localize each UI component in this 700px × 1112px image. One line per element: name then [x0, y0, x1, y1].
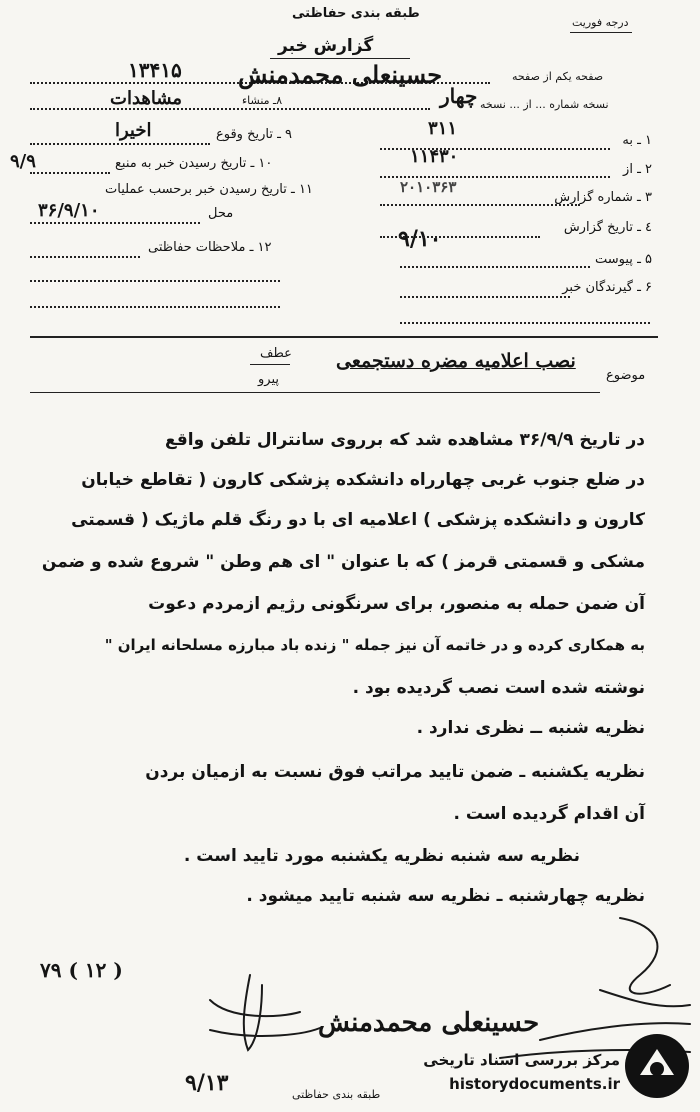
subject-label: موضوع [606, 368, 646, 383]
field-to-value: ۳۱۱ [428, 118, 458, 139]
archive-logo-icon [622, 1031, 692, 1101]
field-security-dots-2 [30, 280, 280, 282]
field-security-notes-label: ۱۲ ـ ملاحظات حفاظتی [148, 240, 272, 255]
field-recipients-label: ۶ ـ گیرندگان خبر [562, 280, 652, 295]
opinion-wednesday: نظریه چهارشنبه ـ نظریه سه شنبه تایید میشود . [246, 886, 645, 906]
hand-report-number: ۱۳۴۱۵ [128, 58, 182, 82]
field-to-label: ۱ ـ به [622, 133, 652, 148]
field-recipients-dots-2 [400, 322, 650, 324]
field-place-value: ۳۶/۹/۱۰ [38, 200, 100, 221]
field-source-date-value: ۹/۹ [10, 151, 36, 172]
body-line: نوشته شده است نصب گردیده بود . [352, 678, 645, 698]
hand-date-left: ۷۹ ( ۱۲ ) [40, 958, 123, 982]
body-line: به همکاری کرده و در خاتمه آن نیز جمله " زنده باد مبارزه مسلحانه ایران " [104, 636, 645, 654]
field-security-dots-3 [30, 306, 280, 308]
field-report-date-value: ۹/۱۰ [398, 226, 442, 252]
field-occurrence-label: ۹ ـ تاریخ وقوع [216, 127, 293, 142]
body-line: در ضلع جنوب غربی چهارراه دانشکده پزشکی کارون ( تقاطع خیابان [81, 470, 645, 490]
atf-divider [250, 364, 290, 365]
field-from-value: ۱۱۴۳۰ [410, 146, 459, 167]
field-occurrence-dots [30, 143, 210, 145]
opinion-sunday-cont: آن اقدام گردیده است . [453, 804, 645, 824]
hand-page: ۹/۱۳ [185, 1070, 229, 1096]
opinion-sunday: نظریه یکشنبه ـ ضمن تایید مراتب فوق نسبت به ازمیان بردن [145, 762, 645, 782]
header-divider [30, 336, 658, 338]
atf-label: عطف [260, 346, 292, 361]
field-source-date-dots [30, 172, 110, 174]
watermark-url: historydocuments.ir [449, 1075, 620, 1093]
item8-value: مشاهدات [110, 88, 183, 109]
field-occurrence-value: اخیرا [115, 120, 152, 141]
field-attachment-label: ۵ ـ پیوست [595, 252, 652, 267]
hand-name: حسینعلی محمدمنش [238, 60, 443, 89]
hand-copy: چهار [440, 84, 478, 108]
page-line: صفحه یکم از صفحه [512, 70, 604, 83]
body-line: آن ضمن حمله به منصور، برای سرنگونی رژیم ازمردم دعوت [148, 594, 645, 614]
field-report-no-value: ۲۰۱۰۳۶۳ [400, 178, 457, 196]
field-report-no-label: ۳ ـ شماره گزارش [554, 190, 652, 205]
opinion-saturday: نظریه شنبه ــ نظری ندارد . [416, 718, 645, 738]
field-security-dots-1 [30, 256, 140, 258]
hand-signature: حسینعلی محمدمنش [318, 1008, 540, 1038]
classification-bottom: طبقه بندی حفاظتی [292, 1088, 381, 1101]
body-line: در تاریخ ۳۶/۹/۹ مشاهده شد که برروی سانترال تلفن واقع [165, 430, 645, 450]
report-title: گزارش خبر [278, 36, 374, 56]
watermark [422, 1011, 692, 1106]
subject-divider [30, 392, 600, 393]
priority-underline [570, 32, 632, 33]
body-line: کارون و دانشکده پزشکی ) اعلامیه ای با دو رنگ قلم ماژیک ( قسمتی [71, 510, 645, 530]
subject-value: نصب اعلامیه مضره دستجمعی [336, 350, 576, 372]
field-attachment-dots [400, 266, 590, 268]
field-ops-date-label: ۱۱ ـ تاریخ رسیدن خبر برحسب عملیات [105, 182, 313, 197]
field-report-date-label: ٤ ـ تاریخ گزارش [563, 220, 652, 235]
body-line: مشکی و قسمتی قرمز ) که با عنوان " ای هم وطن " شروع شده و ضمن [41, 552, 645, 572]
field-report-no-dots [380, 204, 580, 206]
field-place-dots [30, 222, 200, 224]
field-recipients-dots [400, 296, 570, 298]
title-underline [270, 58, 410, 59]
peyro-label: پیرو [258, 372, 279, 387]
field-report-date-dots [380, 236, 540, 238]
field-from-label: ۲ ـ از [623, 162, 652, 177]
copy-line: نسخه شماره ... از ... نسخه [480, 98, 609, 111]
classification-top: طبقه بندی حفاظتی [292, 6, 420, 21]
opinion-tuesday: نظریه سه شنبه نظریه یکشنبه مورد تایید است . [183, 846, 580, 866]
priority-label: درجه فوریت [572, 16, 629, 29]
field-place-label: محل [208, 206, 234, 221]
item8-label: ۸ـ منشاء [242, 94, 283, 107]
field-source-date-label: ۱۰ ـ تاریخ رسیدن خبر به منبع [115, 156, 273, 171]
watermark-title: مرکز بررسی اسناد تاریخی [423, 1051, 620, 1069]
copy-line-dots [30, 108, 430, 110]
